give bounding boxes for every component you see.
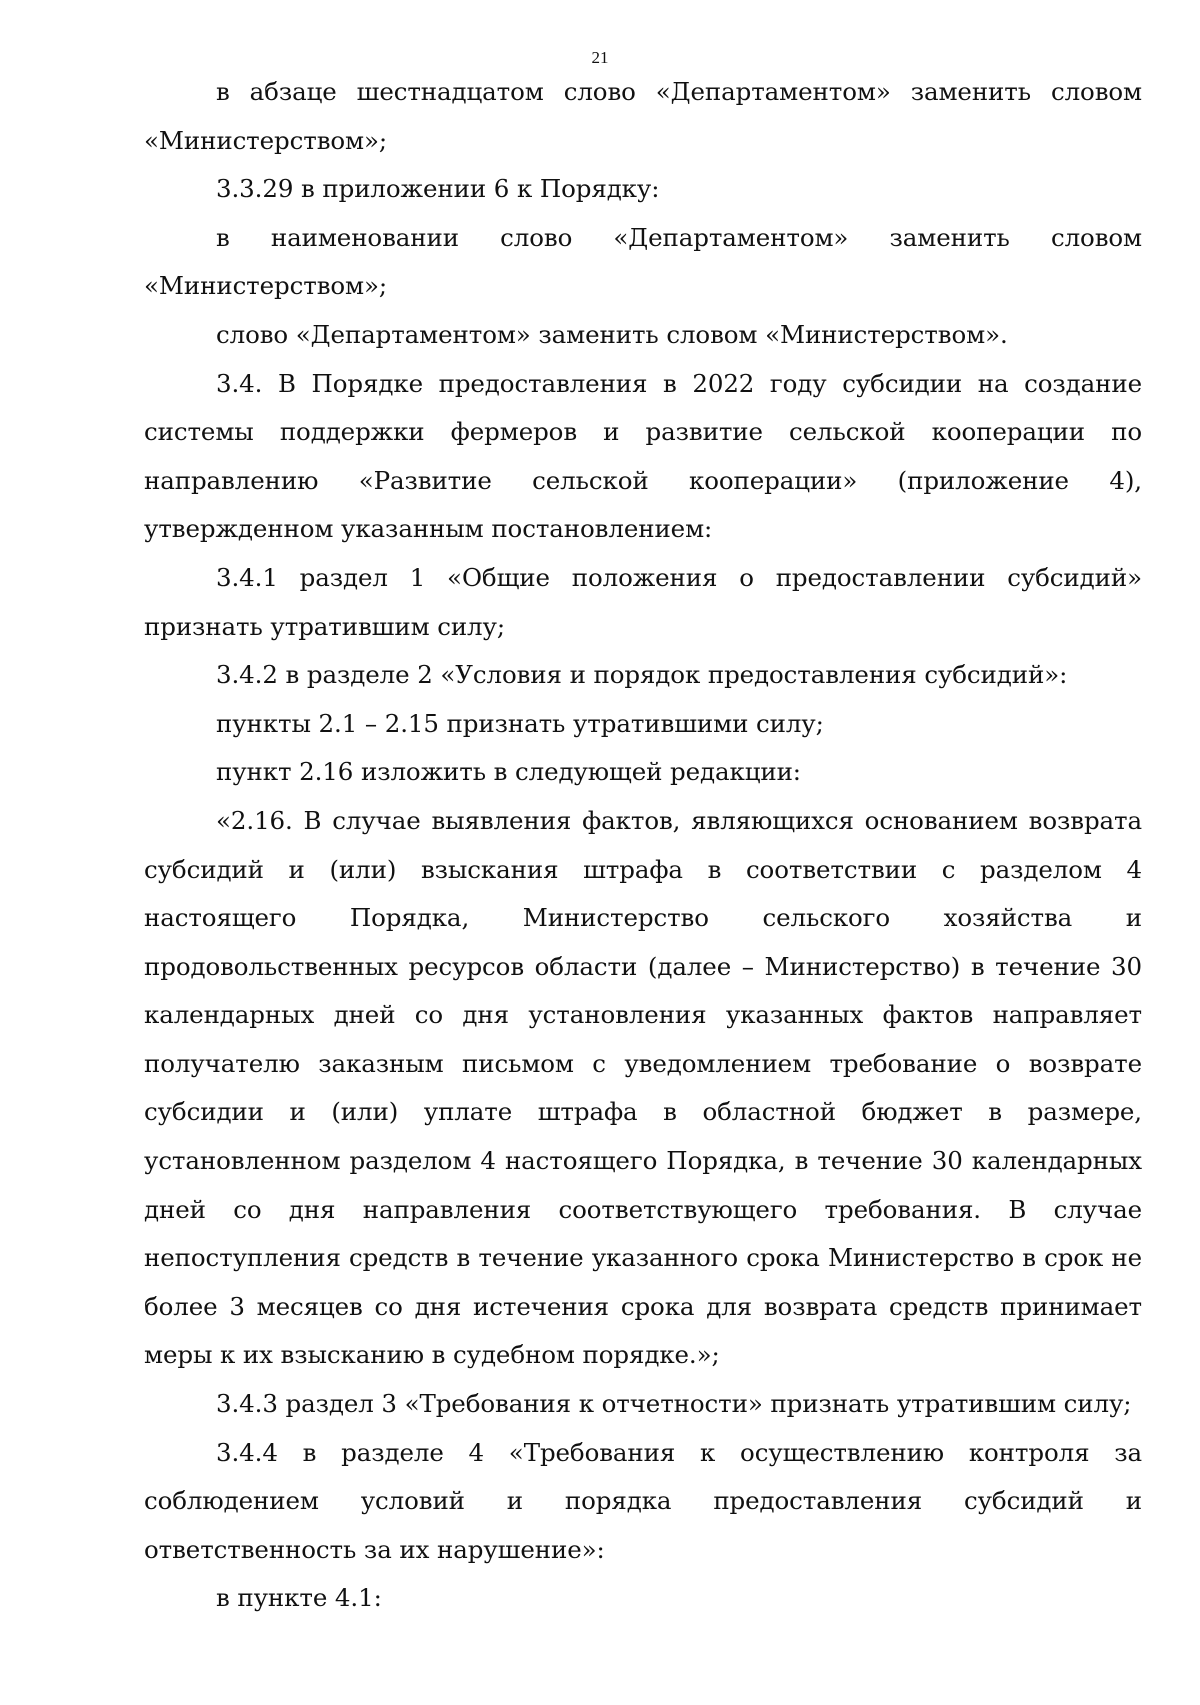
- paragraph-3-4: 3.4. В Порядке предоставления в 2022 году субсидии на создание системы поддержки фермеров и развитие сельской кооперации по направлению «Развитие сельской кооперации» (приложение 4), утвержденном указанным постановлением:: [144, 368, 1142, 544]
- paragraph-slovo-departament: слово «Департаментом» заменить словом «Министерством».: [216, 319, 1008, 349]
- paragraph-3-4-4: 3.4.4 в разделе 4 «Требования к осуществлению контроля за соблюдением условий и порядка предоставления субсидий и ответственность за их нарушение»:: [144, 1437, 1142, 1564]
- paragraph-3-3-29: 3.3.29 в приложении 6 к Порядку:: [216, 174, 660, 204]
- paragraph-16th-abzac: в абзаце шестнадцатом слово «Департаментом» заменить словом «Министерством»;: [144, 77, 1142, 155]
- paragraph-punkt-4-1: в пункте 4.1:: [216, 1583, 382, 1613]
- paragraph-3-4-1: 3.4.1 раздел 1 «Общие положения о предоставлении субсидий» признать утратившим силу;: [144, 562, 1142, 641]
- paragraph-2-16-text: «2.16. В случае выявления фактов, являющихся основанием возврата субсидий и (или) взыскания штрафа в соответствии с разделом 4 настоящего Порядка, Министерство сельского хозяйства и продовольственных ресурсов области (далее – Министерство) в течение 30 календарных дней со дня установления указанных фактов направляет получателю заказным письмом с уведомлением требование о возврате субсидии и (или) уплате штрафа в областной бюджет в размере, установленном разделом 4 настоящего Порядка, в течение 30 календарных дней со дня направления соответствующего требования. В случае непоступления средств в течение указанного срока Министерство в срок не более 3 месяцев со дня истечения срока для возврата средств принимает меры к их взысканию в судебном порядке.»;: [144, 805, 1142, 1370]
- paragraph-3-4-3: 3.4.3 раздел 3 «Требования к отчетности» признать утратившим силу;: [216, 1389, 1132, 1419]
- paragraph-punkt-2-16: пункт 2.16 изложить в следующей редакции:: [216, 757, 801, 787]
- paragraph-naimenovanie: в наименовании слово «Департаментом» заменить словом «Министерством»;: [144, 222, 1142, 301]
- document-body: [144, 68, 1142, 1623]
- paragraph-3-4-2: 3.4.2 в разделе 2 «Условия и порядок предоставления субсидий»:: [216, 660, 1068, 690]
- paragraph-punkty-2-1-2-15: пункты 2.1 – 2.15 признать утратившими силу;: [216, 708, 824, 738]
- page-number: 21: [591, 48, 609, 67]
